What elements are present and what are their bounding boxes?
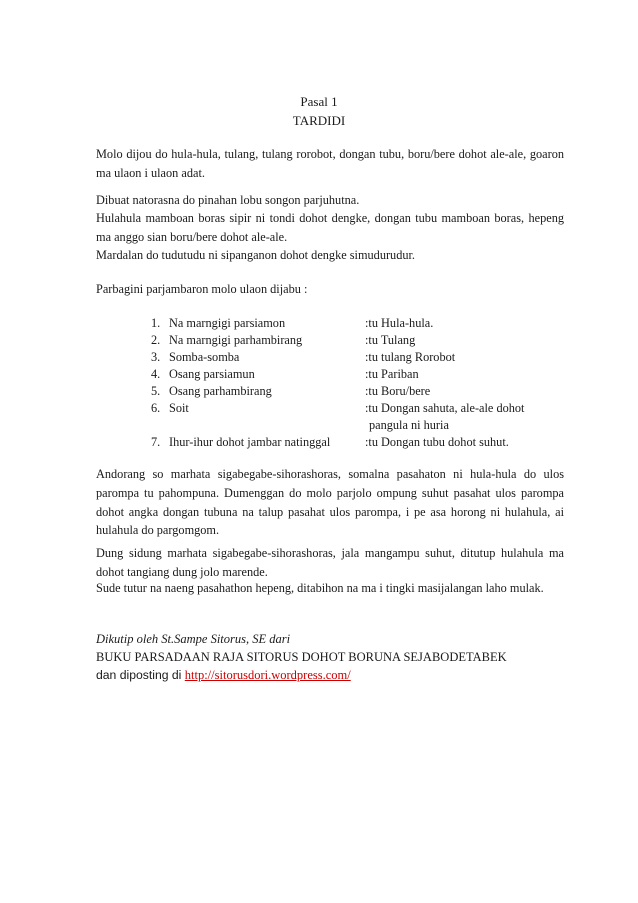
- list-item-recipient-cont: pangula ni huria: [369, 418, 449, 432]
- list-item-name: Soit: [169, 401, 189, 415]
- intro-paragraph: Molo dijou do hula-hula, tulang, tulang rorobot, dongan tubu, boru/bere dohot ale-ale, goaron ma ulaon i ulaon adat.: [96, 147, 564, 180]
- list-item-recipient: :tu Boru/bere: [365, 384, 431, 398]
- credit-book-title: BUKU PARSADAAN RAJA SITORUS DOHOT BORUNA SEJABODETABEK: [96, 650, 507, 664]
- list-item-recipient: :tu Dongan tubu dohot suhut.: [365, 435, 509, 449]
- closing-paragraph: Dung sidung marhata sigabegabe-sihorashoras, jala mangampu suhut, ditutup hulahula ma dohot tangiang dung jolo marende.: [96, 546, 564, 579]
- list-item-name: Ihur-ihur dohot jambar natinggal: [169, 435, 331, 449]
- list-number: 1.: [151, 316, 161, 330]
- list-item-name: Na marngigi parhambirang: [169, 333, 303, 347]
- closing-paragraph: Sude tutur na naeng pasahathon hepeng, ditabihon na ma i tingki masijalangan laho mulak.: [96, 581, 544, 595]
- list-item-name: Na marngigi parsiamon: [169, 316, 286, 330]
- list-item-recipient: :tu Hula-hula.: [365, 316, 434, 330]
- paragraph-line: Mardalan do tudutudu ni sipanganon dohot dengke simudurudur.: [96, 248, 415, 262]
- list-intro: Parbagini parjambaron molo ulaon dijabu :: [96, 282, 308, 296]
- credit-attribution: Dikutip oleh St.Sampe Sitorus, SE dari: [96, 632, 291, 646]
- source-link[interactable]: http://sitorusdori.wordpress.com/: [184, 668, 351, 682]
- list-item-name: Somba-somba: [169, 350, 240, 364]
- list-item-recipient: :tu Pariban: [365, 367, 419, 381]
- list-item-name: Osang parsiamun: [169, 367, 255, 381]
- paragraph-line: Dibuat natorasna do pinahan lobu songon parjuhutna.: [96, 193, 360, 207]
- list-number: 4.: [151, 367, 161, 381]
- credit-posting-label: dan diposting di: [96, 668, 185, 682]
- list-number: 6.: [151, 401, 161, 415]
- list-number: 3.: [151, 350, 161, 364]
- article-number: Pasal 1: [300, 94, 338, 109]
- list-number: 5.: [151, 384, 161, 398]
- paragraph-hulahula: Hulahula mamboan boras sipir ni tondi dohot dengke, dongan tubu mamboan boras, hepeng ma anggo sian boru/bere dohot ale-ale.: [96, 211, 564, 244]
- list-number: 2.: [151, 333, 161, 347]
- list-item-recipient: :tu Tulang: [365, 333, 416, 347]
- closing-paragraph: Andorang so marhata sigabegabe-sihorashoras, somalna pasahaton ni hula-hula do ulos parompa tu pahompuna. Dumenggan do molo parjolo ompung suhut pasahat ulos parompa dohot angka dongan tubuna na talup pasahat ulos parompa, i pe asa horong ni hulahula, ai hulahula do pargomgom.: [96, 467, 564, 538]
- list-number: 7.: [151, 435, 161, 449]
- list-item-name: Osang parhambirang: [169, 384, 272, 398]
- list-item-recipient: :tu tulang Rorobot: [365, 350, 456, 364]
- article-title: TARDIDI: [292, 113, 346, 128]
- credit-posting: [96, 666, 351, 684]
- list-item-recipient: :tu Dongan sahuta, ale-ale dohot: [365, 401, 525, 415]
